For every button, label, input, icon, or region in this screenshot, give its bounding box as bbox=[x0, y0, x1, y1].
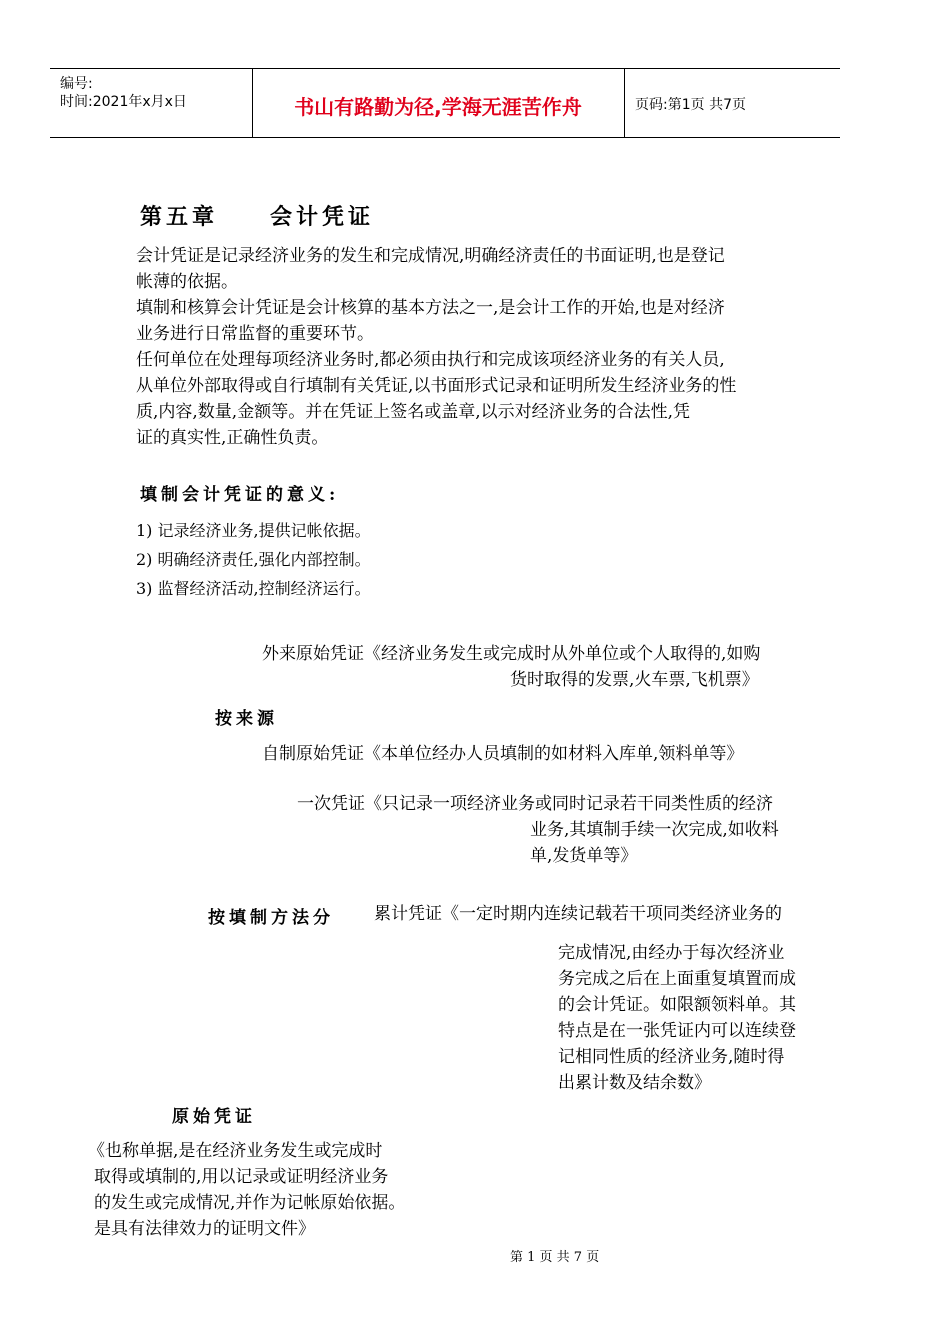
by-method-label: 按填制方法分 bbox=[208, 908, 334, 928]
paragraph-line: 记相同性质的经济业务,随时得 bbox=[558, 1047, 785, 1067]
intro-paragraphs bbox=[136, 243, 736, 451]
paragraph-line: 出累计数及结余数》 bbox=[558, 1073, 711, 1093]
one-time-voucher-line-3: 单,发货单等》 bbox=[530, 846, 638, 866]
paragraph-line: 是具有法律效力的证明文件》 bbox=[94, 1219, 315, 1239]
paragraph-line: 从单位外部取得或自行填制有关凭证,以书面形式记录和证明所发生经济业务的性 bbox=[136, 376, 737, 396]
cumulative-voucher-rest bbox=[558, 940, 796, 1096]
self-made-voucher: 自制原始凭证《本单位经办人员填制的如材料入库单,领料单等》 bbox=[262, 744, 744, 764]
paragraph-line: 的发生或完成情况,并作为记帐原始依据。 bbox=[94, 1193, 406, 1213]
paragraph-line: 质,内容,数量,金额等。并在凭证上签名或盖章,以示对经济业务的合法性,凭 bbox=[136, 402, 691, 422]
chapter-title: 第五章 会计凭证 bbox=[140, 204, 375, 230]
paragraph-line: 务完成之后在上面重复填置而成 bbox=[558, 969, 796, 989]
original-voucher-description bbox=[88, 1138, 405, 1242]
page-footer: 第 1 页 共 7 页 bbox=[510, 1250, 600, 1265]
list-item: 2) 明确经济责任,强化内部控制。 bbox=[136, 550, 371, 569]
paragraph-line: 特点是在一张凭证内可以连续登 bbox=[558, 1021, 796, 1041]
paragraph-line: 《也称单据,是在经济业务发生或完成时 bbox=[88, 1141, 383, 1161]
paragraph-line: 业务进行日常监督的重要环节。 bbox=[136, 324, 374, 344]
header-page-cell bbox=[625, 69, 840, 137]
list-item: 1) 记录经济业务,提供记帐依据。 bbox=[136, 521, 371, 540]
document-time-label: 时间:2021年x月x日 bbox=[60, 94, 187, 110]
external-voucher-line-2: 货时取得的发票,火车票,飞机票》 bbox=[510, 670, 759, 690]
document-number-label: 编号: bbox=[60, 76, 93, 92]
header-motto: 书山有路勤为径,学海无涯苦作舟 bbox=[294, 95, 582, 119]
one-time-voucher-line-1: 一次凭证《只记录一项经济业务或同时记录若干同类性质的经济 bbox=[297, 794, 773, 814]
significance-list bbox=[136, 516, 371, 603]
header-meta-cell bbox=[50, 69, 253, 137]
list-item: 3) 监督经济活动,控制经济运行。 bbox=[136, 579, 371, 598]
paragraph-line: 证的真实性,正确性负责。 bbox=[136, 428, 329, 448]
external-voucher-line-1: 外来原始凭证《经济业务发生或完成时从外单位或个人取得的,如购 bbox=[262, 644, 761, 664]
paragraph-line: 取得或填制的,用以记录或证明经济业务 bbox=[94, 1167, 389, 1187]
paragraph-line: 的会计凭证。如限额领料单。其 bbox=[558, 995, 796, 1015]
significance-title: 填制会计凭证的意义: bbox=[140, 485, 340, 505]
paragraph-line: 会计凭证是记录经济业务的发生和完成情况,明确经济责任的书面证明,也是登记 bbox=[136, 246, 725, 266]
one-time-voucher-line-2: 业务,其填制手续一次完成,如收料 bbox=[530, 820, 779, 840]
header-motto-cell bbox=[252, 69, 625, 137]
paragraph-line: 任何单位在处理每项经济业务时,都必须由执行和完成该项经济业务的有关人员, bbox=[136, 350, 725, 370]
header-page-number: 页码:第1页 共7页 bbox=[635, 97, 746, 113]
paragraph-line: 完成情况,由经办于每次经济业 bbox=[558, 943, 785, 963]
original-voucher-title: 原始凭证 bbox=[172, 1107, 256, 1127]
page-header bbox=[50, 68, 840, 138]
by-source-label: 按来源 bbox=[215, 709, 278, 729]
paragraph-line: 填制和核算会计凭证是会计核算的基本方法之一,是会计工作的开始,也是对经济 bbox=[136, 298, 725, 318]
cumulative-voucher-line-1: 累计凭证《一定时期内连续记载若干项同类经济业务的 bbox=[374, 904, 782, 924]
paragraph-line: 帐薄的依据。 bbox=[136, 272, 238, 292]
